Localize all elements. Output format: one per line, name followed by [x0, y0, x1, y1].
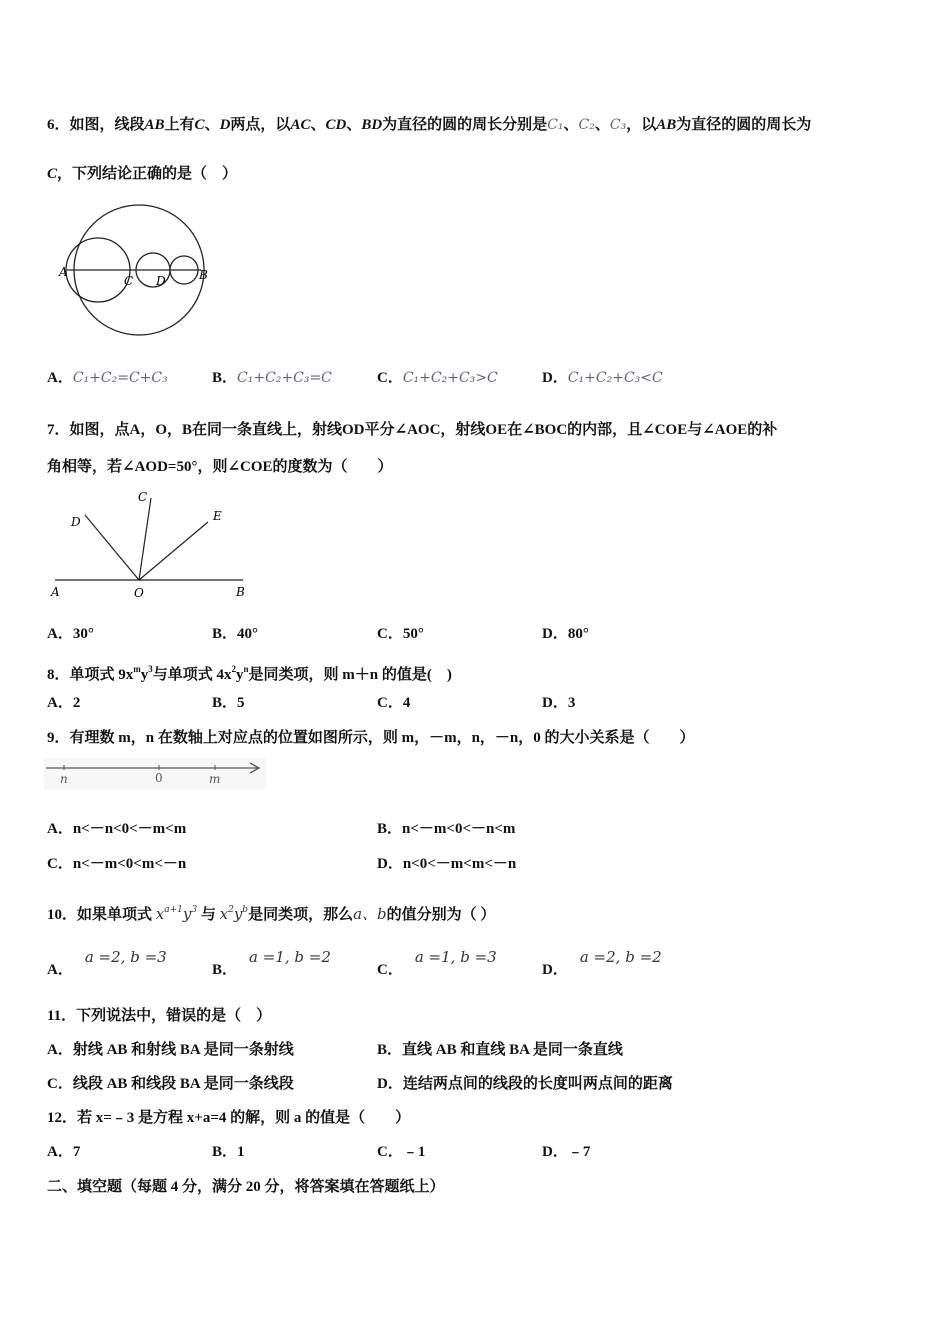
option-text: n<－n<0<－m<m — [72, 821, 187, 837]
exponent: 2 — [228, 905, 234, 915]
option-label: B． — [212, 695, 238, 711]
option-text: 射线 AB 和射线 BA 是同一条射线 — [72, 1042, 294, 1058]
q12-option-a — [47, 1142, 80, 1162]
option-label: B． — [212, 962, 238, 978]
text: 、 — [310, 117, 326, 133]
text: 为直径的圆的周长为 — [676, 117, 812, 133]
text: 6．如图，线段 — [47, 117, 145, 133]
q10-stem — [47, 900, 495, 925]
exponent: a+1 — [164, 905, 183, 915]
exponent: 3 — [191, 905, 198, 915]
option-label: D． — [542, 962, 568, 978]
monomial-2 — [220, 905, 248, 923]
option-text: a =2, b =2 — [579, 948, 662, 966]
label-B: B — [236, 585, 245, 599]
option-text: 40° — [237, 626, 259, 642]
q10-option-b — [212, 948, 331, 980]
option-label: B． — [212, 626, 238, 642]
text: 与 — [200, 907, 216, 923]
q10-option-a — [47, 948, 167, 980]
monomial-1 — [156, 905, 197, 923]
label-C: C — [138, 490, 148, 504]
q8-stem — [47, 659, 452, 685]
q11-stem: 11．下列说法中，错误的是（ ） — [47, 1008, 272, 1024]
option-text: C₁+C₂=C+C₃ — [72, 370, 168, 386]
text: ，以 — [626, 117, 657, 133]
text: 、 — [594, 117, 610, 133]
option-label: B． — [377, 821, 403, 837]
text: 是同类项，那么 — [248, 907, 354, 923]
text: 是同类项，则 m＋n 的值是( ) — [248, 667, 452, 683]
option-text: 1 — [237, 1144, 245, 1160]
label-C: C — [124, 274, 134, 288]
option-label: A． — [47, 1144, 73, 1160]
q6-option-a — [47, 368, 168, 388]
option-text: n<－m<0<－n<m — [402, 821, 516, 837]
q6-option-d — [542, 368, 663, 388]
exponent: 2 — [231, 664, 237, 674]
q12-stem: 12．若 x=﹣3 是方程 x+a=4 的解，则 a 的值是（ ） — [47, 1110, 411, 1126]
option-text: C₁+C₂+C₃>C — [402, 370, 498, 386]
q8-option-d — [542, 693, 575, 713]
option-label: C． — [377, 695, 403, 711]
text: AB — [656, 117, 677, 133]
text: 的值分别为（ ） — [386, 907, 496, 923]
option-label: B． — [212, 370, 238, 386]
label-zero: 0 — [155, 771, 163, 785]
text: C — [194, 117, 205, 133]
option-label: D． — [542, 1144, 568, 1160]
option-label: C． — [377, 962, 403, 978]
option-text: a =1, b =2 — [249, 948, 331, 966]
label-A: A — [51, 585, 60, 599]
q12-option-b — [212, 1142, 245, 1162]
q10-option-d — [542, 948, 662, 980]
q8-option-c — [377, 693, 410, 713]
option-text: 80° — [567, 626, 589, 642]
text: 、 — [204, 117, 220, 133]
option-label: A． — [47, 370, 73, 386]
label-D: D — [156, 274, 166, 288]
exponent: m — [133, 664, 141, 674]
text: 两点，以 — [230, 117, 291, 133]
q8-option-b — [212, 693, 245, 713]
option-text: 3 — [567, 695, 576, 711]
option-text: 7 — [72, 1144, 81, 1160]
text: D — [219, 117, 231, 133]
q8-option-a — [47, 693, 80, 713]
text: 、 — [563, 117, 579, 133]
option-label: D． — [377, 856, 403, 872]
label-n: n — [60, 772, 68, 786]
text: y — [236, 667, 244, 683]
exponent: b — [242, 905, 249, 915]
q7-angle-figure — [45, 488, 255, 603]
text: ，下列结论正确的是（ ） — [57, 166, 238, 182]
option-text: a =1, b =3 — [414, 948, 497, 966]
label-m: m — [209, 772, 221, 786]
text: C — [47, 166, 58, 182]
text: AB — [144, 117, 165, 133]
q10-option-c — [377, 948, 497, 980]
q11-option-c — [47, 1074, 294, 1094]
option-text: 50° — [402, 626, 424, 642]
label-A: A — [59, 265, 68, 279]
q6-option-c — [377, 368, 498, 388]
option-label: B． — [377, 1042, 403, 1058]
text: x — [219, 905, 229, 923]
option-label: C． — [377, 626, 403, 642]
option-label: B． — [212, 1144, 238, 1160]
q9-option-b — [377, 819, 515, 839]
option-text: 直线 AB 和直线 BA 是同一条直线 — [402, 1042, 623, 1058]
option-text: a =2, b =3 — [84, 948, 167, 966]
option-label: A． — [47, 1042, 73, 1058]
option-label: D． — [542, 626, 568, 642]
q9-number-line — [44, 758, 266, 790]
text: 10．如果单项式 — [47, 907, 153, 923]
q7-stem-line2: 角相等，若∠AOD=50°，则∠COE的度数为（ ） — [47, 459, 393, 475]
label-E: E — [213, 509, 222, 523]
option-label: C． — [377, 1144, 403, 1160]
exponent: 3 — [148, 664, 153, 674]
option-label: C． — [377, 370, 403, 386]
q7-option-c — [377, 624, 424, 644]
q12-option-c — [377, 1142, 425, 1162]
option-label: C． — [47, 856, 73, 872]
text: BD — [361, 117, 383, 133]
q7-option-a — [47, 624, 94, 644]
option-label: A． — [47, 626, 73, 642]
option-label: A． — [47, 962, 73, 978]
text: 上有 — [164, 117, 195, 133]
option-text: 连结两点间的线段的长度叫两点间的距离 — [402, 1076, 673, 1092]
text: 为直径的圆的周长分别是 — [382, 117, 548, 133]
option-text: C₁+C₂+C₃<C — [567, 370, 663, 386]
option-label: A． — [47, 821, 73, 837]
text: x — [155, 905, 165, 923]
q11-option-d — [377, 1074, 673, 1094]
q7-option-b — [212, 624, 258, 644]
q9-option-a — [47, 819, 186, 839]
option-text: ﹣7 — [567, 1144, 591, 1160]
option-text: 5 — [237, 695, 245, 711]
option-label: D． — [542, 695, 568, 711]
option-text: 30° — [72, 626, 94, 642]
q6-circles-figure — [55, 200, 225, 340]
option-text: C₁+C₂+C₃=C — [237, 370, 332, 386]
q6-stem-line2 — [47, 164, 237, 184]
q11-option-b — [377, 1040, 623, 1060]
option-text: 线段 AB 和线段 BA 是同一条线段 — [72, 1076, 294, 1092]
option-label: D． — [542, 370, 568, 386]
q12-option-d — [542, 1142, 590, 1162]
text: AC — [290, 117, 311, 133]
math-c1: C₁ — [547, 117, 564, 133]
option-label: A． — [47, 695, 73, 711]
q7-option-d — [542, 624, 589, 644]
option-label: C． — [47, 1076, 73, 1092]
text: 8．单项式 9x — [47, 667, 134, 683]
math-c3: C₃ — [609, 117, 627, 133]
section-heading: 二、填空题（每题 4 分，满分 20 分，将答案填在答题纸上） — [47, 1179, 445, 1195]
text: y — [140, 667, 149, 683]
label-D: D — [71, 515, 81, 529]
math-c2: C₂ — [578, 117, 595, 133]
text: y — [233, 905, 243, 923]
q9-option-d — [377, 854, 516, 874]
text: 与单项式 4x — [152, 667, 232, 683]
option-label: D． — [377, 1076, 403, 1092]
q9-stem: 9．有理数 m，n 在数轴上对应点的位置如图所示，则 m，－m，n，－n，0 的大小关系是（ ） — [47, 730, 695, 746]
exponent: n — [243, 664, 249, 674]
q11-option-a — [47, 1040, 294, 1060]
label-B: B — [199, 268, 208, 282]
label-O: O — [134, 586, 144, 600]
text: 、 — [346, 117, 362, 133]
option-text: n<－m<0<m<－n — [72, 856, 187, 872]
text: CD — [325, 117, 347, 133]
q6-option-b — [212, 368, 332, 388]
q6-stem-line1 — [47, 115, 811, 135]
math-ab: a、b — [353, 905, 387, 923]
option-text: 4 — [402, 695, 411, 711]
option-text: ﹣1 — [402, 1144, 426, 1160]
text: y — [182, 905, 192, 923]
q7-stem-line1: 7．如图，点A，O，B在同一条直线上，射线OD平分∠AOC，射线OE在∠BOC的内部，且∠COE与∠AOE的补 — [47, 422, 778, 438]
option-text: 2 — [72, 695, 81, 711]
option-text: n<0<－m<m<－n — [402, 856, 517, 872]
q9-option-c — [47, 854, 186, 874]
